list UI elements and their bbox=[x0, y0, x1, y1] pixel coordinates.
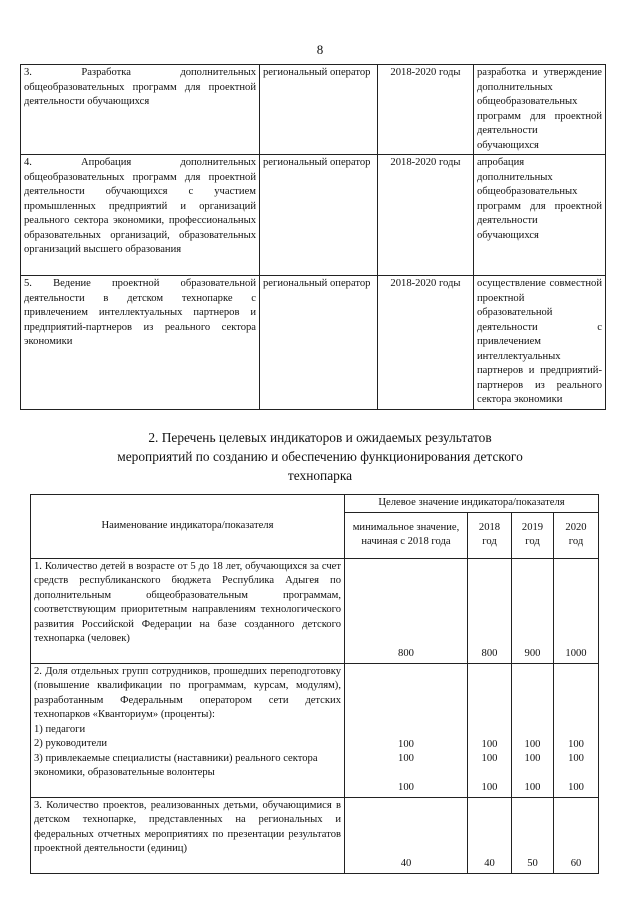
value: 100 bbox=[398, 738, 414, 750]
value: 100 bbox=[524, 753, 541, 764]
header-year-2018: 2018 год bbox=[468, 512, 512, 558]
header-target-value: Целевое значение индикатора/показателя bbox=[345, 495, 599, 513]
indicator-min: 40 bbox=[345, 797, 468, 873]
table-row bbox=[21, 276, 606, 410]
activity-result: апробация дополнительных общеобразовательных программ для проектной деятельности обучающихся bbox=[474, 155, 606, 276]
activity-result: осуществление совместной проектной образовательной деятельности с привлечением интеллектуальных партнеров и предприятий-партнеров из реального сектора экономики bbox=[474, 276, 606, 410]
header-row bbox=[31, 495, 599, 513]
indicator-2020 bbox=[554, 663, 599, 797]
activity-period: 2018-2020 годы bbox=[378, 155, 474, 276]
section-title-line: мероприятий по созданию и обеспечению функционирования детского bbox=[117, 449, 523, 464]
indicator-intro: 2. Доля отдельных групп сотрудников, прошедших переподготовку (повышение квалификации по программам, курсам, модулям), разработанным Федеральным оператором сети детских технопарков «Кванториум» (проценты): bbox=[34, 665, 341, 720]
indicator-name bbox=[31, 663, 345, 797]
activity-name: 4. Апробация дополнительных общеобразовательных программ для проектной деятельности обучающихся с участием промышленных предприятий и организаций реального сектора экономики, профессиональных образовательных организаций, образовательных организаций высшего образования bbox=[21, 155, 260, 276]
page-number: 8 bbox=[316, 42, 324, 57]
table-row bbox=[21, 155, 606, 276]
activity-period: 2018-2020 годы bbox=[378, 65, 474, 155]
spacer bbox=[348, 767, 464, 782]
spacer bbox=[557, 767, 595, 782]
value: 100 bbox=[568, 753, 584, 764]
indicator-2018: 800 bbox=[468, 558, 512, 663]
activity-result: разработка и утверждение дополнительных общеобразовательных программ для проектной деятельности обучающихся bbox=[474, 65, 606, 155]
indicator-name: 3. Количество проектов, реализованных детьми, обучающимися в детском технопарке, представленных на региональных и федеральных отчетных мероприятиях по презентации результатов проектной деятельности (единиц) bbox=[31, 797, 345, 873]
value: 100 bbox=[481, 782, 498, 793]
value: 100 bbox=[568, 738, 584, 750]
table-row bbox=[31, 663, 599, 797]
value: 100 bbox=[524, 782, 541, 793]
value: 100 bbox=[481, 753, 498, 764]
value: 100 bbox=[481, 738, 498, 750]
indicator-2019: 900 bbox=[512, 558, 554, 663]
section-title-line: 2. Перечень целевых индикаторов и ожидаемых результатов bbox=[148, 430, 492, 445]
spacer bbox=[471, 767, 508, 782]
activity-executor: региональный оператор bbox=[260, 155, 378, 276]
table-row bbox=[31, 558, 599, 663]
header-min-value: минимальное значение, начиная с 2018 года bbox=[345, 512, 468, 558]
spacer bbox=[515, 767, 550, 782]
indicator-2020: 60 bbox=[554, 797, 599, 873]
indicators-table bbox=[30, 494, 599, 874]
activity-executor: региональный оператор bbox=[260, 276, 378, 410]
indicator-name: 1. Количество детей в возрасте от 5 до 18 лет, обучающихся за счет средств республиканского бюджета Республика Адыгея по дополнительным общеобразовательным программам, соответствующим приоритетным направлениям технологического развития Российской Федерации на базе созданного детского технопарка (человек) bbox=[31, 558, 345, 663]
activity-executor: региональный оператор bbox=[260, 65, 378, 155]
value: 100 bbox=[524, 738, 541, 750]
indicator-sub-label: 2) руководители bbox=[34, 738, 108, 749]
section-title-line: технопарка bbox=[287, 468, 353, 483]
section-title bbox=[60, 428, 580, 485]
activities-table bbox=[20, 64, 606, 410]
indicator-sub-label: 1) педагоги bbox=[34, 723, 86, 735]
value: 100 bbox=[568, 782, 584, 793]
indicator-2018: 40 bbox=[468, 797, 512, 873]
header-indicator-name: Наименование индикатора/показателя bbox=[31, 495, 345, 559]
table-row bbox=[21, 65, 606, 155]
header-year-2020: 2020 год bbox=[554, 512, 599, 558]
indicator-2020: 1000 bbox=[554, 558, 599, 663]
activity-name: 5. Ведение проектной образовательной деятельности в детском технопарке с привлечением интеллектуальных партнеров и предприятий-партнеров из реального сектора экономики bbox=[21, 276, 260, 410]
header-year-2019: 2019 год bbox=[512, 512, 554, 558]
activity-period: 2018-2020 годы bbox=[378, 276, 474, 410]
activity-name: 3. Разработка дополнительных общеобразовательных программ для проектной деятельности обучающихся bbox=[21, 65, 260, 155]
indicator-2019: 50 bbox=[512, 797, 554, 873]
value: 100 bbox=[398, 753, 414, 764]
indicator-min bbox=[345, 663, 468, 797]
table-row bbox=[31, 797, 599, 873]
value: 100 bbox=[398, 782, 414, 793]
indicator-min: 800 bbox=[345, 558, 468, 663]
indicator-sub-label: 3) привлекаемые специалисты (наставники) реального сектора экономики, образовательные волонтеры bbox=[34, 752, 318, 778]
indicator-2019 bbox=[512, 663, 554, 797]
indicator-2018 bbox=[468, 663, 512, 797]
